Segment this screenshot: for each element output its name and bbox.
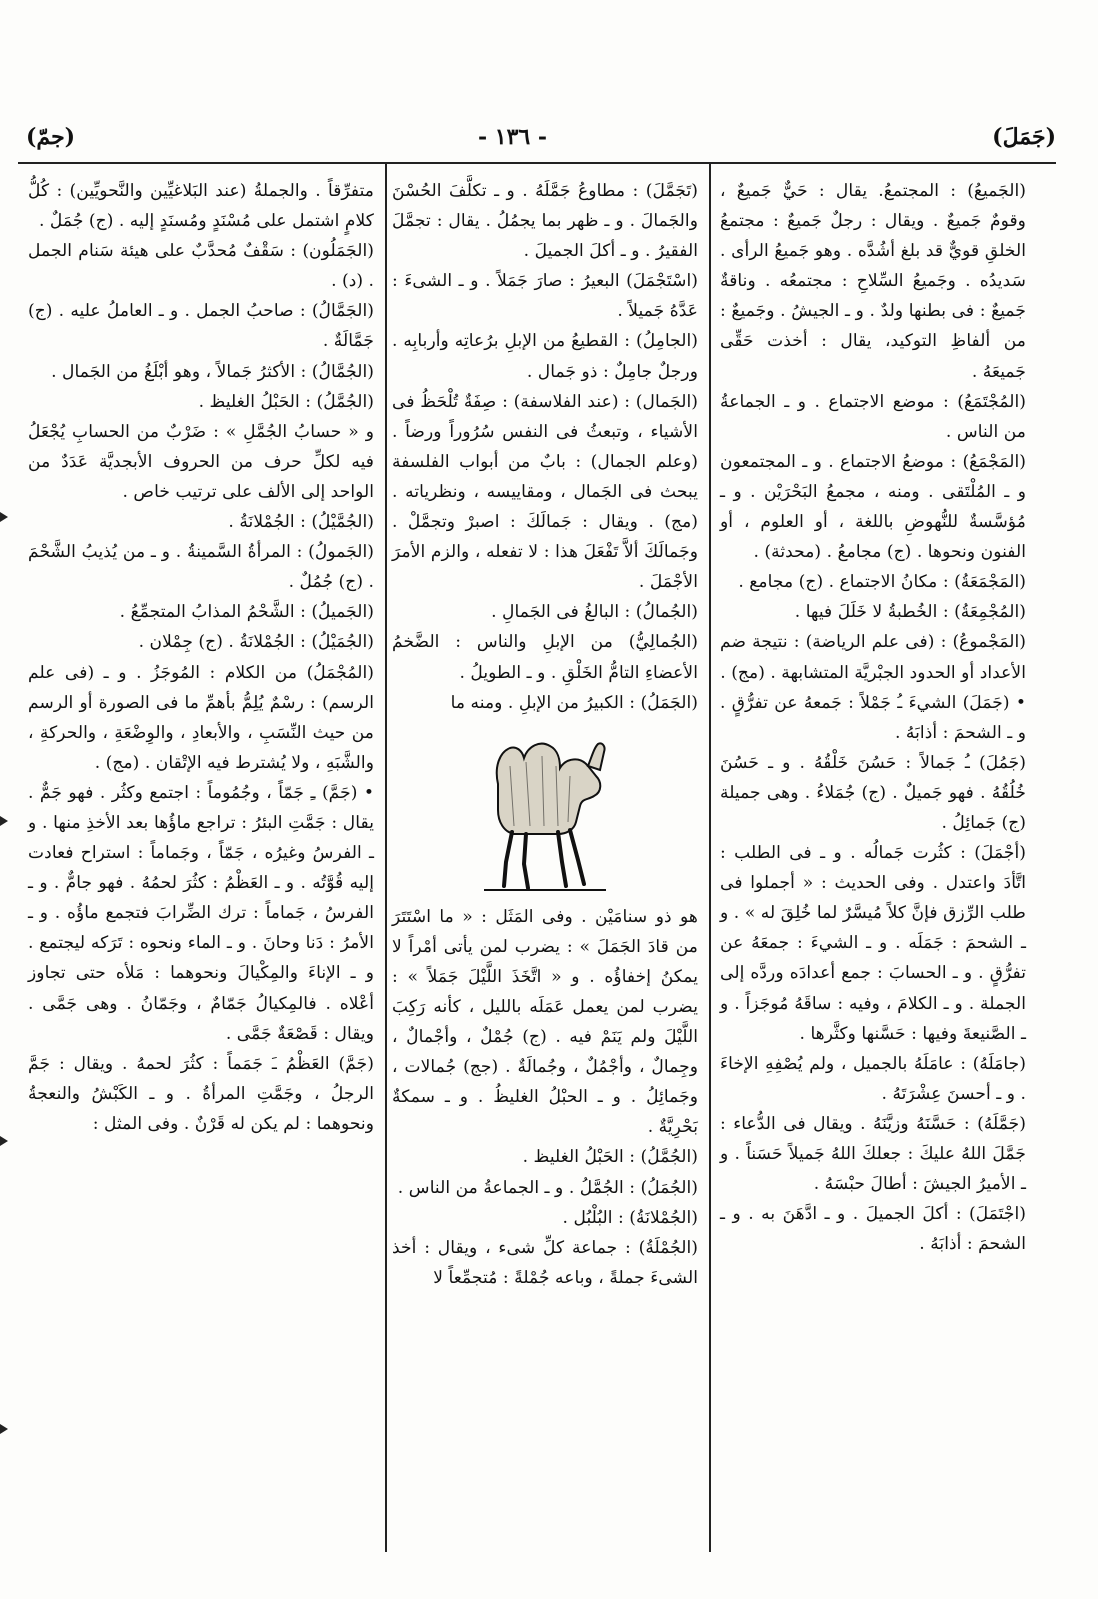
dictionary-entry: (الجُمَّلُ) : الحَبْلُ الغليظ . <box>522 1147 698 1168</box>
dictionary-entry: (الجَمَلُ) : الكبيرُ من الإبلِ . ومنه ما <box>450 692 698 713</box>
dictionary-entry: (الجامِلُ) : القطيعُ من الإبلِ برُعاتِه وأربابِه . ورجلٌ جامِلٌ : ذو جَمال . <box>392 331 698 382</box>
dictionary-entry: • (جَمَّ) ـِ جَمّاً ، وجُمُوماً : اجتمع وكثُر . فهو جَمٌّ . يقال : جَمَّتِ البئرُ : تراجع ماؤُها بعد الأخذِ منها . و ـ الفرسُ وغيرُه ، جَمّاً ، وجَماماً : استراح فعادت إليه قُوَّتُه . و ـ العَظْمُ : كثُرَ لحمُهُ . فهو جامٌّ . و ـ الفرسُ ، جَماماً : ترك الضِّرابَ فتجمع ماؤُه . و ـ الأمرُ : دَنا وحانَ . و ـ الماء ونحوه : تَرَكه ليجتمع . و ـ الإناءَ والمِكْيالَ ونحوهما : مَلأه حتى تجاوز أعْلاه . فالمِكيالُ جَمّامٌ ، وجَمّانُ . وهى جَمَّى . ويقال : قَصْعَةٌ جَمَّى . <box>28 782 374 1044</box>
dictionary-entry: (الجَميلُ) : الشَّحْمُ المذابُ المتجمِّعُ . <box>119 602 374 623</box>
header-left-keyword: (جمّ) <box>26 124 76 150</box>
dictionary-entry: (الجَمَّالُ) : صاحبُ الجمل . و ـ العاملُ عليه . (ج) جَمَّالَةٌ . <box>28 301 374 352</box>
column-divider-left <box>385 162 387 1552</box>
dictionary-entry: هو ذو سنامَيْن . وفى المَثَل : « ما اسْتَتَرَ من قادَ الجَمَلَ » : يضرب لمن يأتى أمْراً لا يمكنُ إخفاؤُه . و « اتَّخَذَ اللَّيْلَ جَمَلاً » : يضرب لمن يعمل عَمَلَه بالليل ، كأنه رَكِبَ اللَّيْلَ ولم يَنَمْ فيه . (ج) جُمْلٌ ، وأجْمالٌ ، وجِمالٌ ، وأجْمُلٌ ، وجُمالَةٌ . (جج) جُمالات ، وجَمائِلُ . و ـ الحبْلُ الغليظُ . و ـ سمكةٌ بَحْرِيَّةٌ . <box>392 906 698 1138</box>
dictionary-entry: (الجُمالِيُّ) من الإبلِ والناس : الضَّخمُ الأعضاءِ التامُّ الخَلْقِ . و ـ الطويلُ . <box>392 632 698 683</box>
dictionary-entry: (المَجْموعُ) : (فى علم الرياضة) : نتيجة ضم الأعداد أو الحدود الجبْريَّة المتشابهة . (مج) . <box>720 632 1026 683</box>
column-middle <box>392 176 698 1293</box>
dictionary-entry: (الجَمولُ) : المرأةُ السَّمينةُ . و ـ من يُذيبُ الشَّحْمَ . (ج) جُمُلٌ . <box>28 542 374 593</box>
dictionary-entry: (جَمَّلَهُ) : حَسَّنَهُ وزيَّنَهُ . ويقال فى الدُّعاء : جَمَّلَ اللهُ عليكَ : جعلكَ اللهُ جَميلاً حَسَناً . و ـ الأميرُ الجيشَ : أطالَ حبْسَهُ . <box>720 1113 1026 1195</box>
header-right-keyword: (جَمَلَ) <box>992 124 1056 150</box>
column-left <box>28 176 374 1139</box>
dictionary-entry: (المُجْتَمَعُ) : موضع الاجتماع . و ـ الجماعةُ من الناس . <box>720 391 1026 442</box>
margin-mark <box>0 1136 8 1146</box>
dictionary-entry: (جامَلَهُ) : عامَلَهُ بالجميل ، ولم يُصْفِهِ الإخاءَ . و ـ أحسنَ عِشْرَتَهُ . <box>720 1053 1026 1104</box>
dictionary-entry: (المُجْمِعَةُ) : الخُطبةُ لا خَلَلَ فيها . <box>794 602 1026 623</box>
dictionary-entry: (المَجْمَعَةُ) : مكانُ الاجتماع . (ج) مجامع . <box>738 572 1026 593</box>
header-rule <box>18 162 1056 164</box>
camel-icon <box>470 726 620 896</box>
dictionary-entry: (تَجَمَّلَ) : مطاوعُ جَمَّلَهُ . و ـ تكلَّفَ الحُسْنَ والجَمالَ . و ـ ظهر بما يجمُلُ . يقال : تجمَّلَ الفقيرُ . و ـ أكلَ الجميلَ . <box>392 181 698 262</box>
dictionary-entry: (الجُمَلُ) : الجُمَّلُ . و ـ الجماعةُ من الناس . <box>397 1177 698 1198</box>
dictionary-entry: (الجَمَلُون) : سَقْفٌ مُحدَّبٌ على هيئة سَنام الجمل . (د) . <box>28 241 374 292</box>
dictionary-entry: (اسْتَجْمَلَ) البعيرُ : صارَ جَمَلاً . و ـ الشىءَ : عَدَّهُ جَميلاً . <box>392 271 698 322</box>
dictionary-entry: (المُجْمَلُ) من الكلام : المُوجَزُ . و ـ (فى علم الرسم) : رسْمٌ يُلِمُّ بأهمِّ ما فى الصورة أو الرسم من حيث النِّسَبِ ، والأبعادِ ، والوِضْعَةِ ، والحركةِ ، والشَّبَهِ ، ولا يُشترط فيه الإتْقان . (مج) . <box>28 662 374 773</box>
dictionary-entry: (جَمُلَ) ـُ جَمالاً : حَسُنَ خَلْقُهُ . و ـ حَسُنَ خُلُقُهُ . فهو جَميلٌ . (ج) جُمَلاءُ . وهى جميلة (ج) جَمائِلُ . <box>720 752 1026 833</box>
margin-mark <box>0 512 8 522</box>
dictionary-entry: (الجَميعُ) : المجتمعُ. يقال : حَيٌّ جَميعٌ ، وقومٌ جَميعٌ . ويقال : رجلٌ جَميعٌ : مجتمعُ الخلقِ قويٌّ قد بلغ أشُدَّه . وهو جَميعُ الرأى . سَديدُه . وجَميعُ السِّلاحِ : مجتمعُه . وناقةٌ جَميعٌ : فى بطنها ولدٌ . و ـ الجيشُ . وجَميعٌ : من ألفاظِ التوكيد، يقال : أخذت حَقِّى جَميعَهُ . <box>720 181 1026 382</box>
column-right <box>720 176 1026 1259</box>
column-divider-right <box>709 162 711 1552</box>
dictionary-entry: (الجُمَّلُ) : الحَبْلُ الغليظ . <box>198 391 374 412</box>
dictionary-entry: (الجَمال) : (عند الفلاسفة) : صِفَةٌ تُلْحَظُ فى الأشياء ، وتبعثُ فى النفس سُرُوراً ورضاً . (وعلم الجمال) : بابٌ من أبواب الفلسفة يبحث فى الجَمال ، ومقاييسه ، ونظرياته . (مج) . ويقال : جَمالَكَ : اصبرْ وتجمَّلْ . وجَمالَكَ ألاَّ تَفْعَلَ هذا : لا تفعله ، والزم الأمرَ الأجْمَلَ . <box>392 391 698 593</box>
margin-mark <box>0 1424 8 1434</box>
dictionary-entry: (الجُمَيْلُ) : الجُمْلانَةُ . (ج) جِمْلان . <box>138 632 374 653</box>
dictionary-entry: (الجُمالُ) : البالغُ فى الجَمالِ . <box>491 602 698 623</box>
dictionary-entry: (الجُمْلانَةُ) : البُلْبُل . <box>562 1207 698 1228</box>
dictionary-entry: (اجْتَمَلَ) : أكلَ الجميلَ . و ـ ادَّهَنَ به . و ـ الشحمَ : أذابَهُ . <box>720 1204 1026 1255</box>
page-number: - ١٣٦ - <box>478 124 548 150</box>
dictionary-entry: (الجُمَّالُ) : الأكثرُ جَمالاً ، وهو أبْلَغُ من الجَمال . <box>51 361 374 382</box>
dictionary-entry: (أجْمَلَ) : كثُرت جَمالُه . و ـ فى الطلب : اتَّأدَ واعتدل . وفى الحديث : « أجملوا فى طلب الرِّزق فإنَّ كلاً مُيسَّرٌ لما خُلِقَ له » . و ـ الشحمَ : جَمَلَه . و ـ الشيءَ : جمعَهُ عن تفرُّقٍ . و ـ الحسابَ : جمع أعدادَه وردَّه إلى الجملة . و ـ الكلامَ ، وفيه : ساقَهُ مُوجَزاً . و ـ الصَّنيعةَ وفيها : حَسَّنها وكثَّرها . <box>720 843 1026 1044</box>
dictionary-entry: متفرِّقاً . والجملةُ (عند البَلاغيِّين والنَّحويِّين) : كُلُّ كلامٍ اشتمل على مُسْنَدٍ ومُسنَدٍ إليه . (ج) جُمَلٌ . <box>28 181 374 232</box>
dictionary-entry: (الجُمَّيْلُ) : الجُمْلانَةُ . <box>228 512 374 533</box>
page-header <box>18 118 1056 164</box>
dictionary-entry: (الجُمْلَةُ) : جماعة كلِّ شىء ، ويقال : أخذ الشىءَ جملةً ، وباعه جُمْلةً : مُتجمِّعاً لا <box>392 1237 698 1288</box>
dictionary-entry: (جَمَّ) العَظْمُ ـَ جَمَماً : كثُرَ لحمهُ . ويقال : جَمَّ الرجلُ ، وجَمَّتِ المرأةُ . و ـ الكَبْشُ والنعجةُ ونحوهما : لم يكن له قَرْنٌ . وفى المثل : <box>28 1053 374 1134</box>
margin-mark <box>0 816 8 826</box>
dictionary-entry: (المَجْمَعُ) : موضعُ الاجتماع . و ـ المجتمعون و ـ المُلْتَقى . ومنه ، مجمعُ البَحْرَيْن . و ـ مُؤسَّسةٌ للنُّهوضِ باللغة ، أو العلوم ، أو الفنون ونحوها . (ج) مجامعُ . (محدثة) . <box>720 451 1026 563</box>
dictionary-entry: و « حسابُ الجُمَّلِ » : ضَرْبٌ من الحسابِ يُجْعَلُ فيه لكلِّ حرف من الحروف الأبجديَّة عَدَدٌ من الواحد إلى الألف على ترتيب خاص . <box>28 421 374 502</box>
dictionary-entry: • (جَمَلَ) الشيءَ ـُ جَمْلاً : جَمعهُ عن تفرُّقٍ . و ـ الشحمَ : أذابَهُ . <box>720 692 1026 743</box>
